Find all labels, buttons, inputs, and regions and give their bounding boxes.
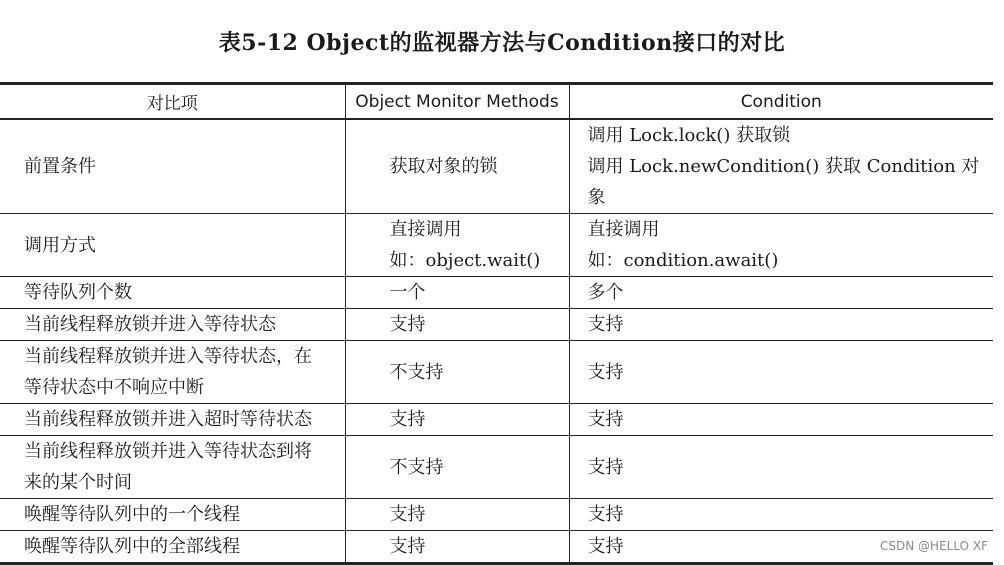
compare-item-cell	[0, 499, 345, 531]
watermark: CSDN @HELLO XF	[880, 539, 988, 553]
condition-cell	[569, 277, 993, 309]
compare-item-cell	[0, 277, 345, 309]
table-caption: 表5-12 Object的监视器方法与Condition接口的对比	[218, 30, 786, 56]
condition-cell-line: 调用 Lock.newCondition() 获取 Condition 对象	[587, 156, 980, 208]
table-row	[0, 531, 993, 564]
object-monitor-cell-line: 直接调用	[389, 219, 462, 240]
table-row	[0, 119, 993, 214]
comparison-table-container	[0, 82, 993, 565]
header-object-monitor-methods: Object Monitor Methods	[345, 84, 569, 120]
object-monitor-cell-line: 支持	[389, 536, 426, 557]
compare-item-cell-line: 当前线程释放锁并进入等待状态，在	[24, 346, 312, 367]
object-monitor-cell-line: 不支持	[389, 456, 444, 478]
table-row	[0, 341, 993, 404]
compare-item-cell-line: 来的某个时间	[24, 472, 132, 493]
condition-cell-line: 支持	[587, 361, 624, 383]
object-monitor-cell	[345, 341, 569, 404]
compare-item-cell-line: 唤醒等待队列中的一个线程	[24, 504, 240, 525]
object-monitor-cell-line: 不支持	[389, 361, 444, 383]
condition-cell-line: 支持	[587, 456, 624, 478]
compare-item-cell	[0, 309, 345, 341]
compare-item-cell	[0, 404, 345, 436]
table-body	[0, 119, 993, 564]
header-compare-item: 对比项	[0, 84, 345, 120]
compare-item-cell-line: 调用方式	[24, 234, 96, 256]
object-monitor-cell	[345, 214, 569, 277]
object-monitor-cell-line: 支持	[389, 314, 426, 335]
condition-cell	[569, 436, 993, 499]
object-monitor-cell-line: 一个	[389, 282, 426, 303]
compare-item-cell	[0, 119, 345, 214]
compare-item-cell-line: 等待队列个数	[24, 282, 132, 303]
condition-cell-line: 多个	[587, 282, 624, 303]
condition-cell-line: 支持	[587, 409, 624, 430]
condition-cell	[569, 214, 993, 277]
compare-item-cell	[0, 341, 345, 404]
object-monitor-cell	[345, 309, 569, 341]
compare-item-cell-line: 唤醒等待队列中的全部线程	[24, 536, 240, 557]
table-row	[0, 309, 993, 341]
condition-cell-line: 支持	[587, 504, 624, 525]
condition-cell-line: 如：condition.await()	[587, 250, 779, 271]
condition-cell-line: 直接调用	[587, 219, 660, 240]
object-monitor-cell-line: 支持	[389, 409, 426, 430]
header-row	[0, 84, 993, 120]
condition-cell	[569, 309, 993, 341]
compare-item-cell	[0, 531, 345, 564]
object-monitor-cell-line: 如：object.wait()	[389, 250, 541, 271]
compare-item-cell	[0, 436, 345, 499]
condition-cell-line: 支持	[587, 536, 624, 557]
compare-item-cell-line: 当前线程释放锁并进入等待状态	[24, 314, 276, 335]
object-monitor-cell	[345, 404, 569, 436]
table-row	[0, 277, 993, 309]
condition-cell-line: 调用 Lock.lock() 获取锁	[587, 125, 791, 146]
compare-item-cell	[0, 214, 345, 277]
header-condition: Condition	[569, 84, 993, 120]
table-row	[0, 404, 993, 436]
comparison-table	[0, 82, 993, 565]
compare-item-cell-line: 等待状态中不响应中断	[24, 377, 204, 398]
condition-cell	[569, 341, 993, 404]
compare-item-cell-line: 当前线程释放锁并进入等待状态到将	[24, 441, 312, 462]
object-monitor-cell	[345, 436, 569, 499]
compare-item-cell-line: 当前线程释放锁并进入超时等待状态	[24, 409, 312, 430]
compare-item-cell-line: 前置条件	[24, 156, 96, 177]
object-monitor-cell	[345, 531, 569, 564]
condition-cell-line: 支持	[587, 314, 624, 335]
table-row	[0, 436, 993, 499]
table-row	[0, 214, 993, 277]
condition-cell	[569, 404, 993, 436]
condition-cell	[569, 499, 993, 531]
object-monitor-cell	[345, 277, 569, 309]
object-monitor-cell-line: 获取对象的锁	[389, 156, 498, 177]
table-row	[0, 499, 993, 531]
object-monitor-cell	[345, 499, 569, 531]
object-monitor-cell	[345, 119, 569, 214]
object-monitor-cell-line: 支持	[389, 504, 426, 525]
condition-cell	[569, 119, 993, 214]
